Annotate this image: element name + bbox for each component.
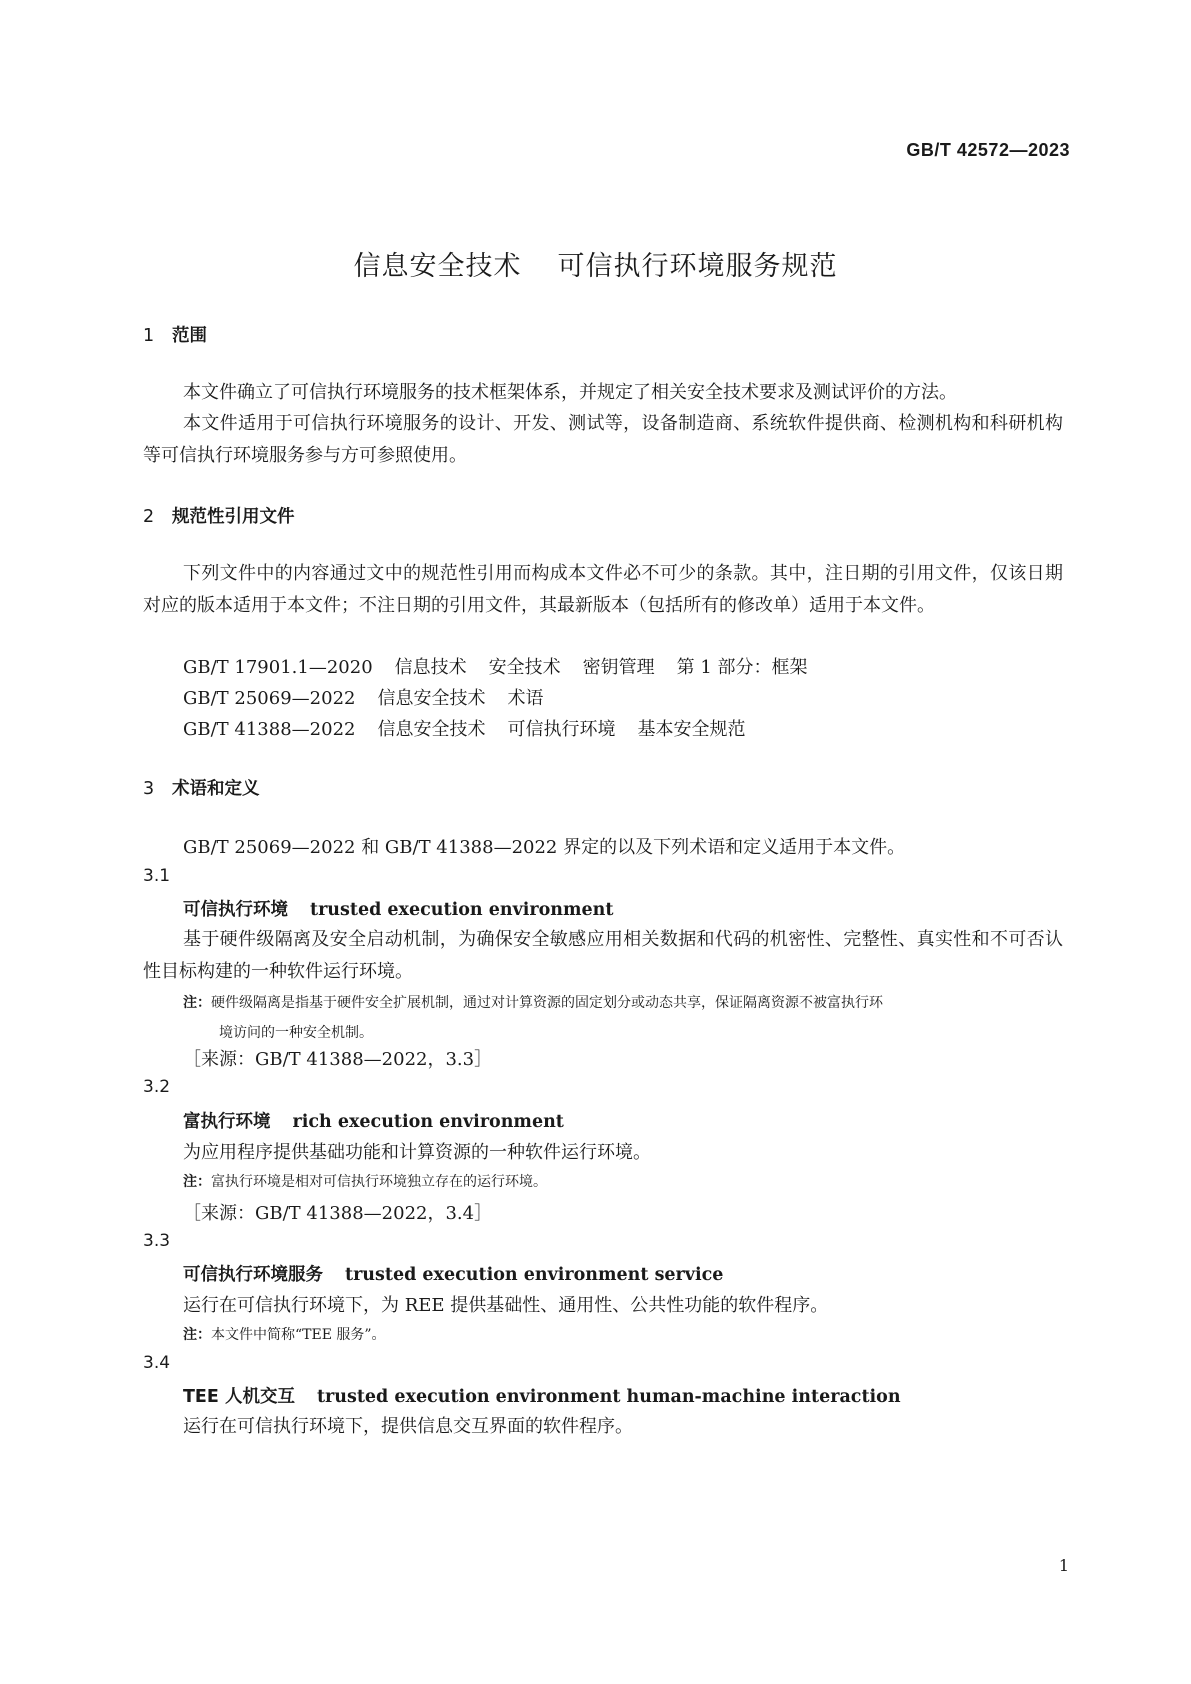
reference-item: GB/T 17901.1—2020 信息技术 安全技术 密钥管理 第 1 部分：框架 xyxy=(183,657,808,678)
document-title xyxy=(0,244,1191,283)
section-3-intro: GB/T 25069—2022 和 GB/T 41388—2022 界定的以及下列术语和定义适用于本文件。 xyxy=(183,837,906,858)
section-2-heading: 2 规范性引用文件 xyxy=(143,507,295,527)
term-source: ［来源：GB/T 41388—2022，3.3］ xyxy=(183,1049,493,1070)
term-number: 3.4 xyxy=(143,1353,171,1373)
term-definition: 运行在可信执行环境下，为 REE 提供基础性、通用性、公共性功能的软件程序。 xyxy=(183,1295,829,1316)
page-number: 1 xyxy=(1058,1556,1069,1575)
term-title: 富执行环境 rich execution environment xyxy=(183,1112,564,1132)
term-title: TEE 人机交互 trusted execution environment human-machine interaction xyxy=(183,1387,901,1407)
term-number: 3.3 xyxy=(143,1231,171,1251)
section-1-paragraph-1: 本文件确立了可信执行环境服务的技术框架体系，并规定了相关安全技术要求及测试评价的方法。 xyxy=(183,382,957,403)
title-main: 信息安全技术 xyxy=(353,251,522,282)
section-2-paragraph: 下列文件中的内容通过文中的规范性引用而构成本文件必不可少的条款。其中，注日期的引用文件，仅该日期对应的版本适用于本文件；不注日期的引用文件，其最新版本（包括所有的修改单）适用于本文件。 xyxy=(143,563,1063,616)
term-title: 可信执行环境服务 trusted execution environment service xyxy=(183,1265,724,1285)
reference-item: GB/T 41388—2022 信息安全技术 可信执行环境 基本安全规范 xyxy=(183,719,746,740)
title-sub: 可信执行环境服务规范 xyxy=(557,251,838,282)
term-number: 3.1 xyxy=(143,866,171,886)
standard-code: GB/T 42572—2023 xyxy=(906,140,1070,160)
term-note: 注：硬件级隔离是指基于硬件安全扩展机制，通过对计算资源的固定划分或动态共享，保证隔离资源不被富执行环 境访问的一种安全机制。 xyxy=(183,995,883,1041)
term-definition: 为应用程序提供基础功能和计算资源的一种软件运行环境。 xyxy=(183,1142,651,1163)
term-definition: 运行在可信执行环境下，提供信息交互界面的软件程序。 xyxy=(183,1416,633,1437)
term-definition: 基于硬件级隔离及安全启动机制，为确保安全敏感应用相关数据和代码的机密性、完整性、真实性和不可否认性目标构建的一种软件运行环境。 xyxy=(143,929,1063,982)
term-source: ［来源：GB/T 41388—2022，3.4］ xyxy=(183,1203,493,1224)
term-number: 3.2 xyxy=(143,1077,171,1097)
section-1-paragraph-2: 本文件适用于可信执行环境服务的设计、开发、测试等，设备制造商、系统软件提供商、检测机构和科研机构等可信执行环境服务参与方可参照使用。 xyxy=(143,413,1063,466)
term-note: 注：富执行环境是相对可信执行环境独立存在的运行环境。 xyxy=(183,1174,547,1190)
term-note: 注：本文件中简称“TEE 服务”。 xyxy=(183,1327,386,1343)
section-1-heading: 1 范围 xyxy=(143,326,207,346)
section-3-heading: 3 术语和定义 xyxy=(143,779,260,799)
reference-item: GB/T 25069—2022 信息安全技术 术语 xyxy=(183,688,544,709)
term-title: 可信执行环境 trusted execution environment xyxy=(183,900,614,920)
